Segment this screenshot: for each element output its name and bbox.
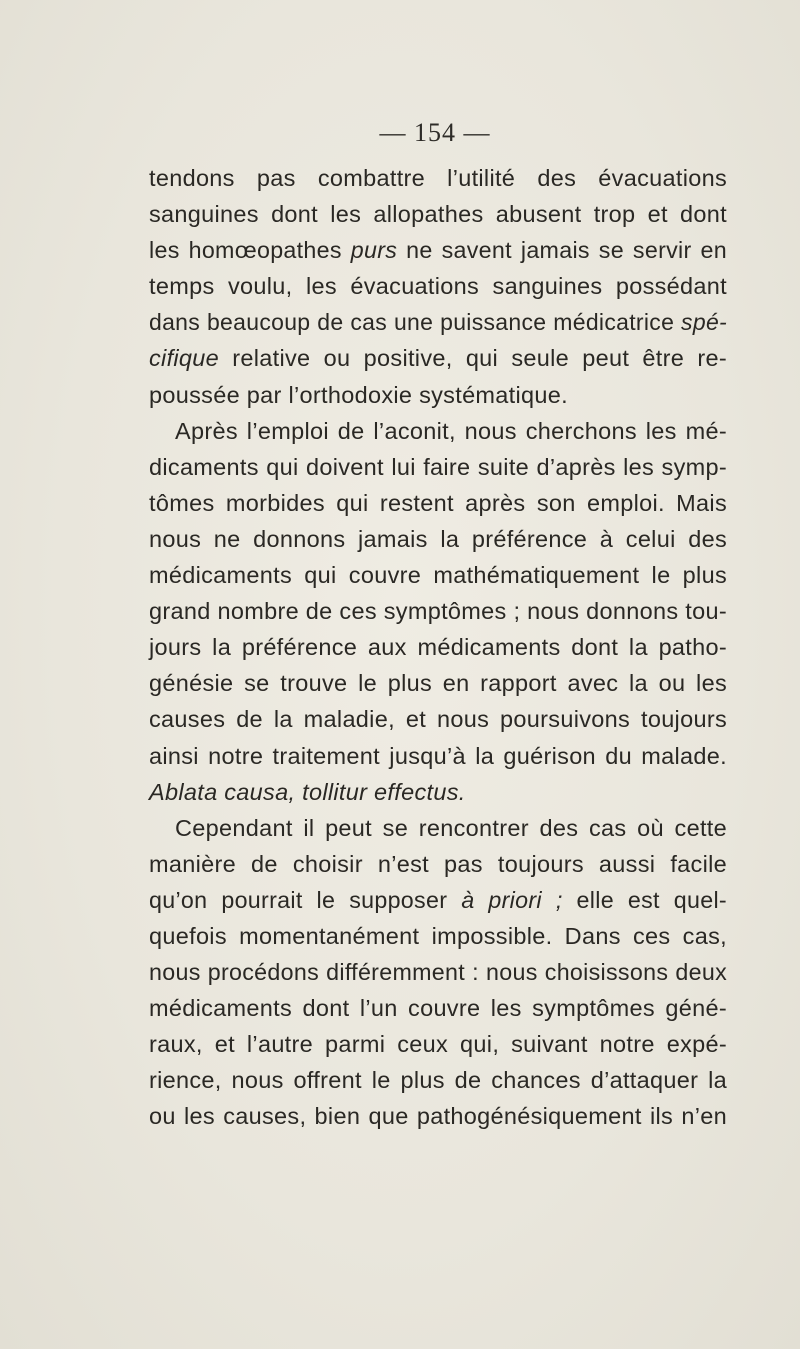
text-segment: dicaments qui doivent lui faire suite d’après les symp- bbox=[149, 453, 727, 480]
text-segment: qu’on pourrait le supposer bbox=[149, 886, 462, 913]
text-line bbox=[149, 521, 727, 557]
text-line bbox=[149, 629, 727, 665]
text-segment: médicaments dont l’un couvre les symptômes géné- bbox=[149, 995, 727, 1022]
italic-text: cifique bbox=[149, 345, 220, 372]
text-line bbox=[149, 918, 727, 954]
text-segment: raux, et l’autre parmi ceux qui, suivant notre expé- bbox=[149, 1031, 727, 1058]
text-segment: ainsi notre traitement jusqu’à la guérison du malade. bbox=[149, 742, 727, 769]
text-segment: médicaments qui couvre mathématiquement le plus bbox=[149, 562, 727, 589]
text-line bbox=[149, 701, 727, 737]
text-segment: tômes morbides qui restent après son emploi. Mais bbox=[149, 489, 727, 516]
text-line bbox=[149, 304, 727, 340]
text-segment: nous procédons différemment : nous choisissons deux bbox=[149, 959, 727, 986]
text-segment: causes de la maladie, et nous poursuivons toujours bbox=[149, 706, 727, 733]
body-text bbox=[149, 160, 727, 1135]
text-line bbox=[149, 810, 727, 846]
text-line bbox=[149, 232, 727, 268]
text-segment: temps voulu, les évacuations sanguines possédant bbox=[149, 273, 727, 300]
text-line bbox=[149, 665, 727, 701]
text-segment: ou les causes, bien que pathogénésiquement ils n’en bbox=[149, 1103, 727, 1130]
italic-text: à priori ; bbox=[461, 886, 563, 913]
text-segment: Après l’emploi de l’aconit, nous cherchons les mé- bbox=[175, 417, 727, 444]
text-line bbox=[149, 340, 727, 376]
italic-text: Ablata causa, tollitur effectus. bbox=[149, 778, 466, 805]
text-segment: les homœopathes bbox=[149, 237, 351, 264]
text-segment: grand nombre de ces symptômes ; nous donnons tou- bbox=[149, 598, 727, 625]
text-line bbox=[149, 268, 727, 304]
text-line bbox=[149, 738, 727, 774]
text-line bbox=[149, 196, 727, 232]
text-line bbox=[149, 485, 727, 521]
text-segment: poussée par l’orthodoxie systématique. bbox=[149, 381, 568, 408]
italic-text: purs bbox=[350, 237, 398, 264]
text-line bbox=[149, 593, 727, 629]
text-line bbox=[149, 954, 727, 990]
text-line bbox=[149, 846, 727, 882]
text-segment: elle est quel- bbox=[562, 886, 727, 913]
text-line bbox=[149, 1098, 727, 1134]
text-line bbox=[149, 1062, 727, 1098]
text-segment: Cependant il peut se rencontrer des cas où cette bbox=[175, 814, 727, 841]
text-line bbox=[149, 774, 727, 810]
text-line bbox=[149, 990, 727, 1026]
text-segment: manière de choisir n’est pas toujours aussi facile bbox=[149, 850, 727, 877]
text-segment: ne savent jamais se servir en bbox=[397, 237, 727, 264]
text-line bbox=[149, 1026, 727, 1062]
text-segment: jours la préférence aux médicaments dont la patho- bbox=[149, 634, 727, 661]
text-line bbox=[149, 882, 727, 918]
page-number: — 154 — bbox=[379, 118, 491, 147]
text-line bbox=[149, 160, 727, 196]
text-line bbox=[149, 557, 727, 593]
text-line bbox=[149, 377, 727, 413]
text-segment: tendons pas combattre l’utilité des évacuations bbox=[149, 165, 727, 191]
text-segment: nous ne donnons jamais la préférence à celui des bbox=[149, 525, 727, 552]
text-segment: dans beaucoup de cas une puissance médicatrice bbox=[149, 309, 682, 336]
text-line bbox=[149, 449, 727, 485]
text-segment: rience, nous offrent le plus de chances d’attaquer la bbox=[149, 1067, 727, 1094]
text-segment: quefois momentanément impossible. Dans ces cas, bbox=[149, 922, 727, 949]
text-line bbox=[149, 413, 727, 449]
text-segment: génésie se trouve le plus en rapport avec la ou les bbox=[149, 670, 727, 697]
text-segment: sanguines dont les allopathes abusent trop et dont bbox=[149, 201, 727, 228]
text-segment: relative ou positive, qui seule peut être re- bbox=[219, 345, 727, 372]
italic-text: spé- bbox=[681, 309, 727, 336]
